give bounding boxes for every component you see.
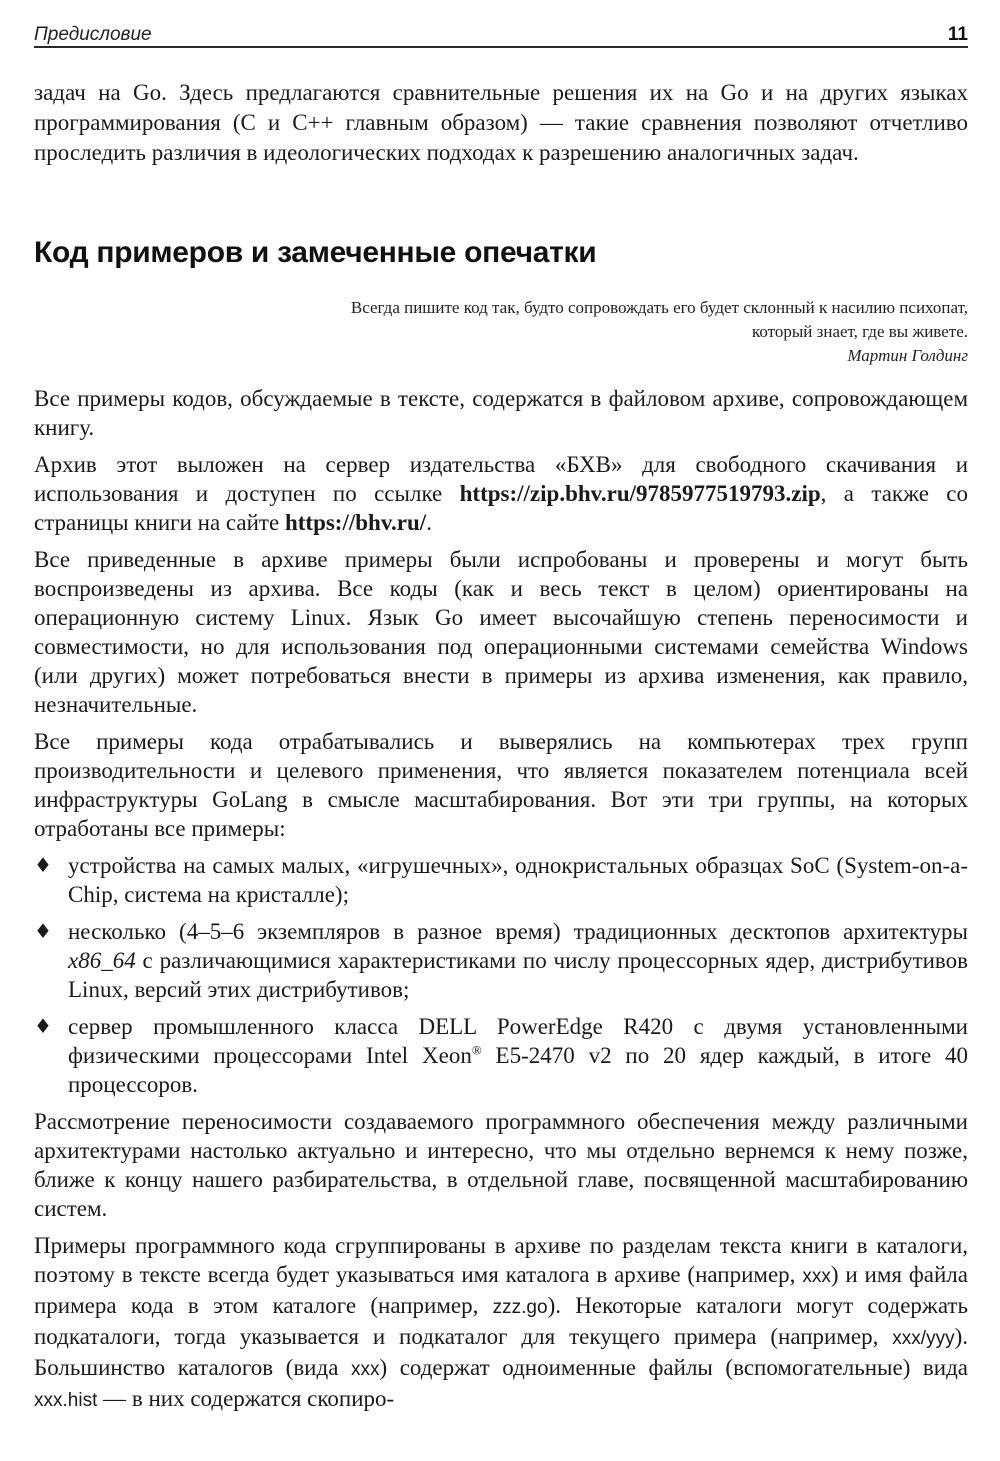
list-item-text: устройства на самых малых, «игрушечных», однокристальных образцах SoC (System-on-a-Chip, система на кристалле); (68, 853, 968, 907)
list-item (34, 917, 968, 1004)
paragraph-catalogs (34, 1231, 968, 1415)
paragraph-test-machines: Все примеры кода отрабатывались и выверялись на компьютерах трех групп производительности и целевого применения, что является показателем потенциала всей инфраструктуры GoLang в смысле масштабирования. Вот эти три группы, на которых отработаны все примеры: (34, 729, 968, 841)
text-run: ). Некоторые каталоги могут содержать подкаталоги, тогда указывается и подкаталог для текущего примера (например, (34, 1293, 968, 1349)
bullet-diamond-icon: ♦ (34, 919, 52, 943)
text-run: — в них содержатся скопиро- (97, 1386, 395, 1411)
text-run: ) и имя файла примера кода в этом каталоге (например, (34, 1262, 968, 1318)
bullet-diamond-icon: ♦ (34, 1014, 52, 1038)
paragraph-architectures: Рассмотрение переносимости создаваемого программного обеспечения между различными архитектурами настолько актуально и интересно, что мы отдельно вернемся к нему позже, ближе к концу нашего разбирательства, в отдельной главе, посвященной масштабированию систем. (34, 1109, 968, 1221)
list-item (34, 1012, 968, 1099)
running-title: Предисловие (34, 24, 152, 45)
paragraph-portability: Все приведенные в архиве примеры были испробованы и проверены и могут быть воспроизведены из архива. Все коды (как и весь текст в целом) ориентированы на операционную систему Linux. Язык Go имеет высочайшую степень переносимости и совместимости, но для использования под операционными системами семейства Windows (или других) может потребоваться внести в примеры из архива изменения, как правило, незначительные. (34, 547, 968, 717)
text-run: ) содержат одноименные файлы (вспомогательные) вида (379, 1355, 968, 1380)
epigraph (348, 296, 968, 368)
section-body (34, 384, 968, 1423)
text-run: ). Большинство каталогов (вида (34, 1324, 968, 1380)
code-name: xxx (802, 1266, 831, 1287)
paragraph-archive-link (34, 450, 968, 537)
code-name: xxx.hist (34, 1390, 98, 1411)
machine-list (34, 851, 968, 1099)
text-run: несколько (4–5–6 экземпляров в разное время) традиционных десктопов архитектуры (68, 919, 968, 944)
paragraph-archive-intro: Все примеры кодов, обсуждаемые в тексте, содержатся в файловом архиве, сопровождающем книгу. (34, 386, 968, 440)
text-run: с различающимися характеристиками по числу процессорных ядер, дистрибутивов Linux, версий этих дистрибутивов; (68, 948, 968, 1002)
arch-name: x86_64 (68, 948, 136, 973)
list-item (34, 851, 968, 909)
running-header (34, 22, 968, 48)
code-name: xxx/yyy (892, 1328, 955, 1349)
text-run: Примеры программного кода сгруппированы в архиве по разделам текста книги в каталоги, поэтому в тексте всегда будет указываться имя каталога в архиве (например, (34, 1233, 968, 1287)
text-run: сервер промышленного класса DELL PowerEdge R420 с двумя установленными физическими процессорами Intel Xeon (68, 1014, 968, 1068)
text-run: Архив этот выложен на сервер издательства «БХВ» для свободного скачивания и использования и доступен по ссылке (34, 452, 968, 506)
epigraph-quote: Всегда пишите код так, будто сопровождать его будет склонный к насилию психопат, который знает, где вы живете. (350, 298, 968, 341)
registered-mark: ® (471, 1042, 482, 1058)
section-heading: Код примеров и замеченные опечатки (34, 236, 597, 269)
archive-link[interactable]: https://zip.bhv.ru/9785977519793.zip (459, 481, 821, 506)
epigraph-author: Мартин Голдинг (847, 346, 968, 365)
code-name: zzz.go (492, 1297, 548, 1318)
text-run: . (426, 510, 432, 535)
bullet-diamond-icon: ♦ (34, 853, 52, 877)
text-run: , а также со страницы книги на сайте (34, 481, 968, 535)
intro-paragraph: задач на Go. Здесь предлагаются сравнительные решения их на Go и на других языках программирования (C и C++ главным образом) — такие сравнения позволяют отчетливо проследить различия в идеологических подходах к разрешению аналогичных задач. (34, 80, 968, 165)
text-run: E5-2470 v2 по 20 ядер каждый, в итоге 40 процессоров. (68, 1043, 968, 1097)
code-name: xxx (350, 1359, 380, 1380)
page-number: 11 (947, 24, 968, 45)
site-link[interactable]: https://bhv.ru/ (284, 510, 427, 535)
